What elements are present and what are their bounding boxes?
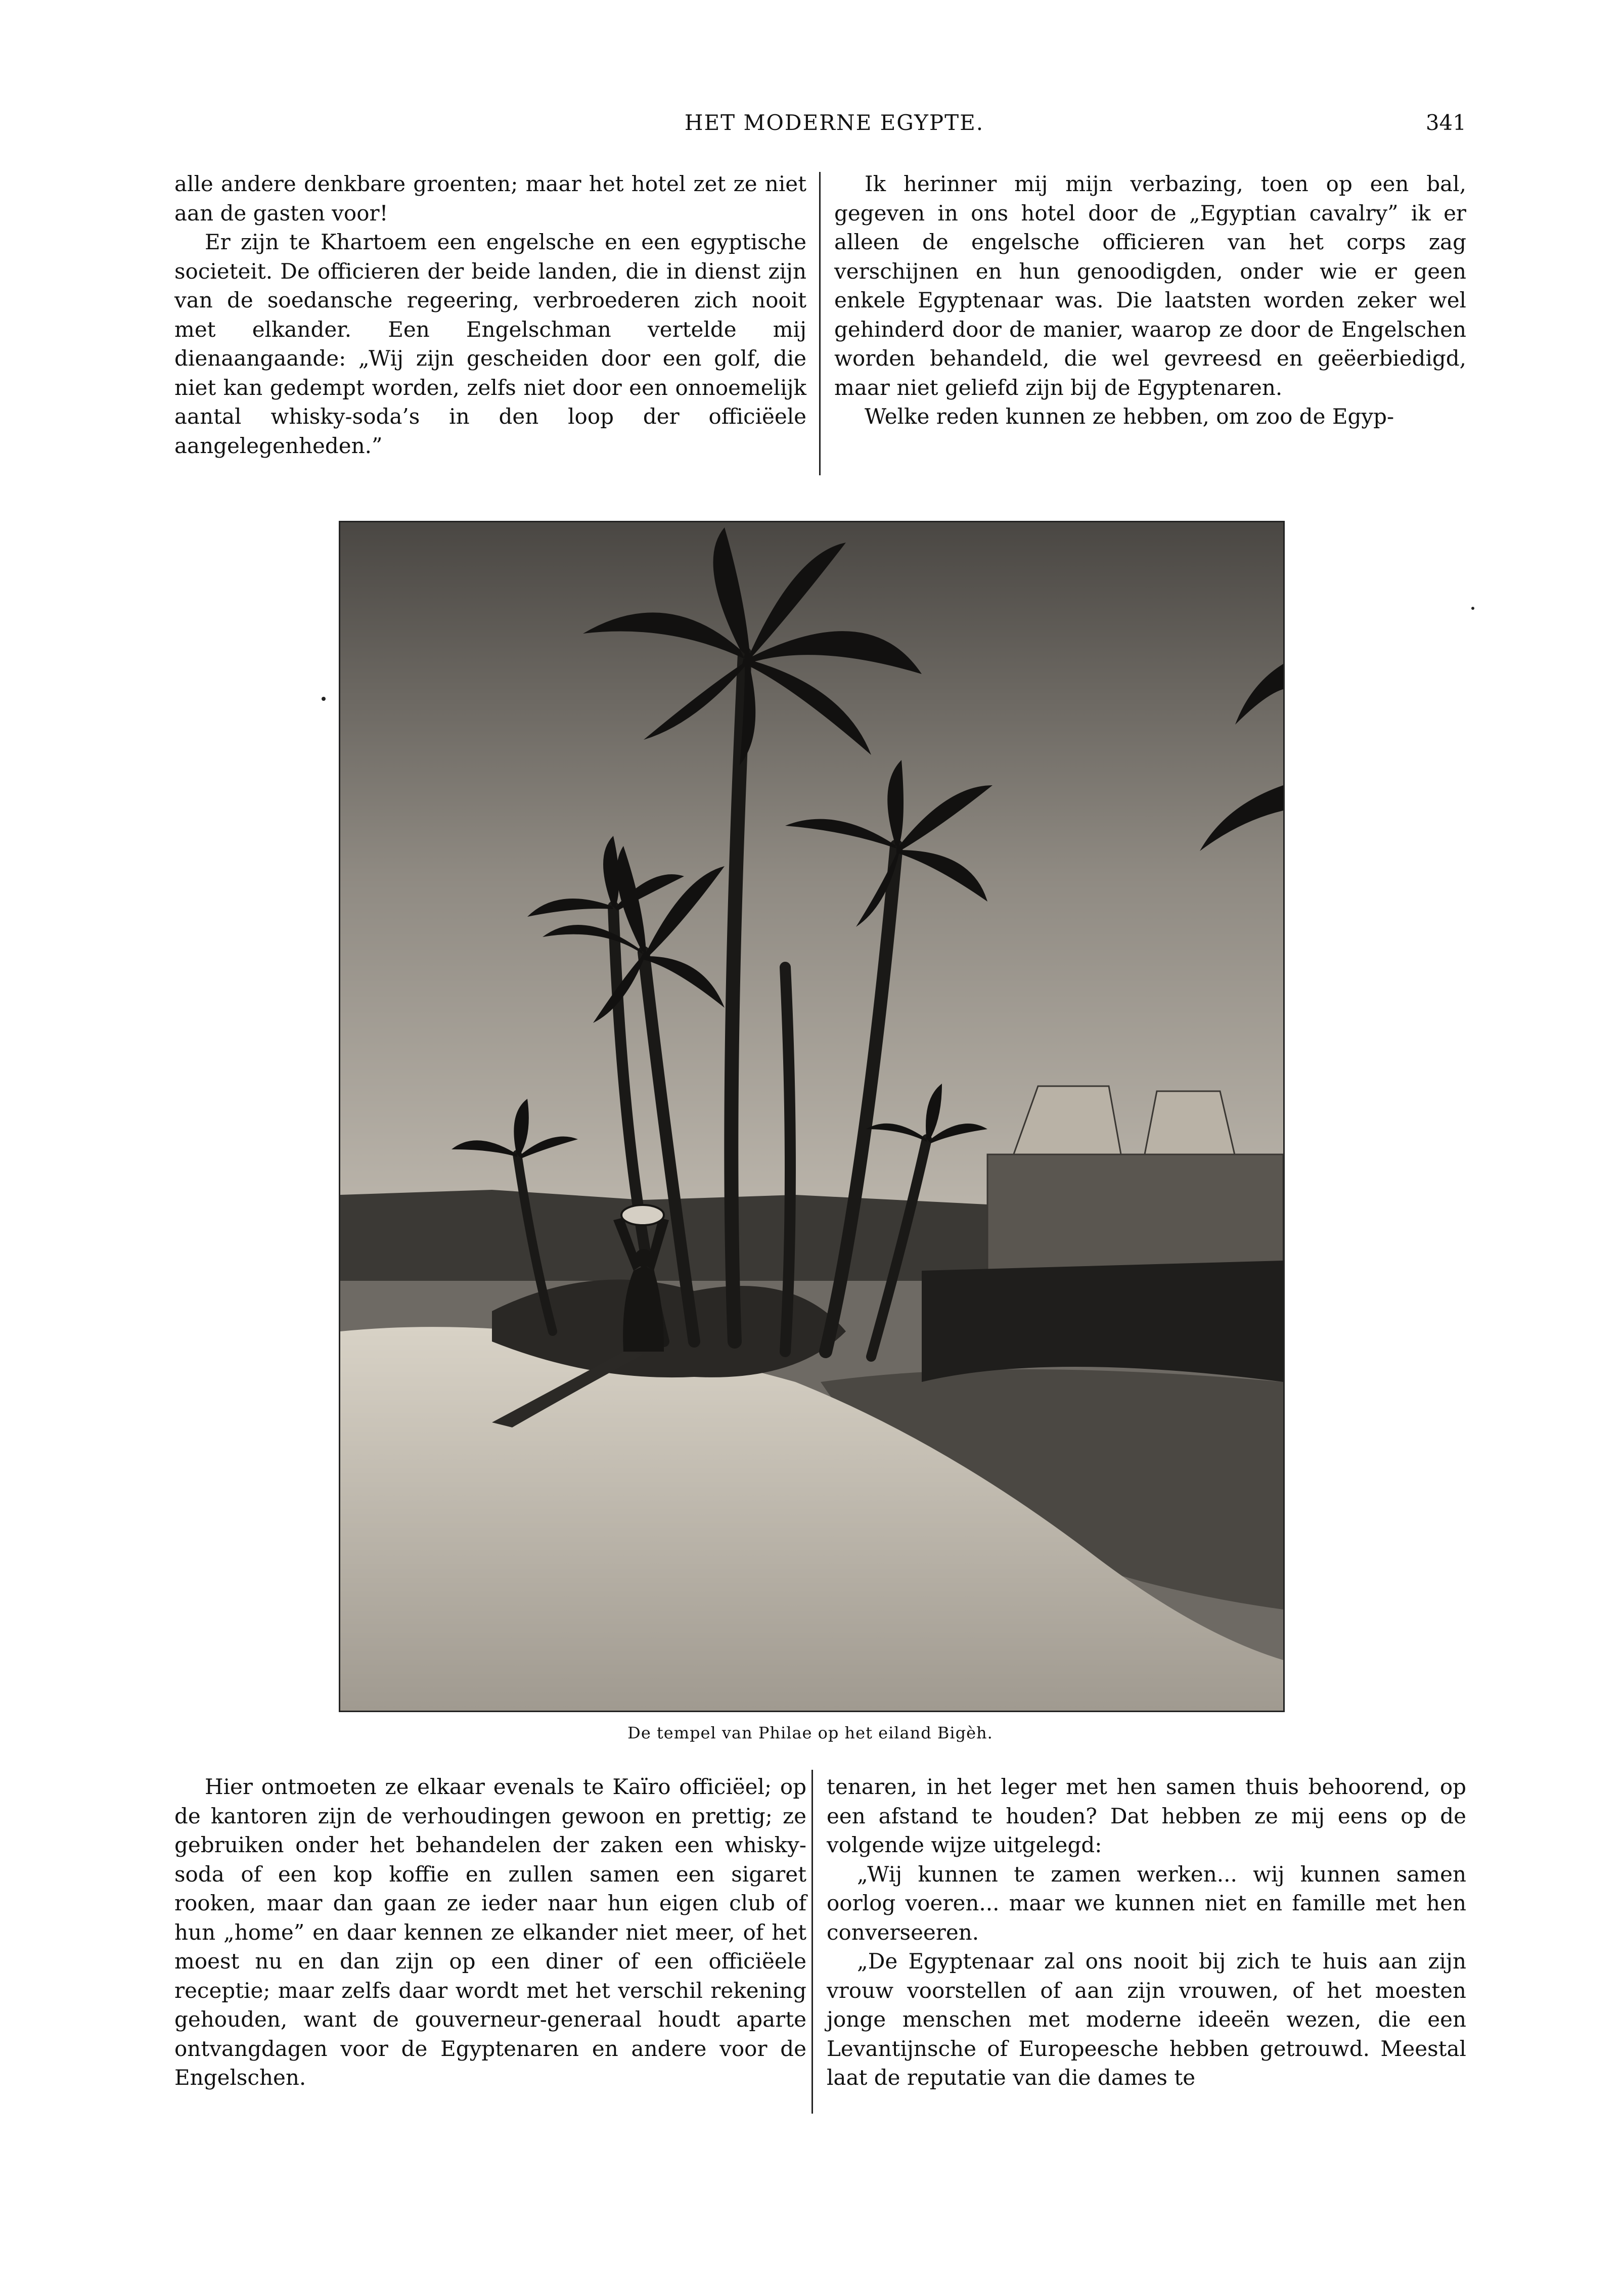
top-right-column bbox=[834, 169, 1466, 431]
bottom-right-column bbox=[827, 1772, 1466, 2092]
sky bbox=[340, 522, 1283, 1230]
paragraph: tenaren, in het leger met hen samen thuis behoorend, op een afstand te houden? Dat hebben ze mij eens op de volgende wijze uitgelegd: bbox=[827, 1774, 1466, 1857]
column-rule bbox=[811, 1770, 813, 2114]
paragraph: Hier ontmoeten ze elkaar evenals te Kaïro officiëel; op de kantoren zijn de verhoudingen gewoon en prettig; ze gebruiken onder het behandelen der zaken een whisky-soda of een kop koffie en zullen samen een sigaret rooken, maar dan gaan ze ieder naar hun eigen club of hun „home” en daar kennen ze elkander niet meer, of het moest nu en dan zijn op een diner of een officiëele receptie; maar zelfs daar wordt met het verschil rekening gehouden, want de gouverneur-generaal houdt aparte ontvangdagen voor de Egyptenaren en andere voor de Engelschen. bbox=[174, 1774, 806, 2090]
paragraph: Welke reden kunnen ze hebben, om zoo de Egyp- bbox=[865, 404, 1394, 429]
paragraph: „Wij kunnen te zamen werken... wij kunnen samen oorlog voeren... maar we kunnen niet en famille met hen converseeren. bbox=[827, 1861, 1466, 1945]
page-number: 341 bbox=[1425, 110, 1466, 135]
top-left-column bbox=[174, 169, 806, 460]
paragraph: Er zijn te Khartoem een engelsche en een egyptische societeit. De officieren der beide landen, die in dienst zijn van de soedansche regeering, verbroederen zich nooit met elkander. Een Engelschman vertelde mij dienaangaande: „Wij zijn gescheiden door een golf, die niet kan gedempt worden, zelfs niet door een onnoemelijk aantal whisky-soda’s in den loop der officiëele aangelegenheden.” bbox=[174, 230, 806, 458]
figure-caption: De tempel van Philae op het eiland Bigèh. bbox=[627, 1723, 993, 1742]
print-speck bbox=[322, 697, 326, 701]
column-rule bbox=[819, 172, 821, 475]
running-title: HET MODERNE EGYPTE. bbox=[684, 110, 984, 135]
dark-bank bbox=[922, 1261, 1283, 1382]
paragraph: alle andere denkbare groenten; maar het hotel zet ze niet aan de gasten voor! bbox=[174, 171, 806, 226]
figure-photograph bbox=[339, 521, 1285, 1712]
bottom-left-column bbox=[174, 1772, 806, 2092]
paragraph: „De Egyptenaar zal ons nooit bij zich te huis aan zijn vrouw voorstellen of aan zijn vrouwen, of het moesten jonge menschen met moderne ideeën wezen, die een Levantijnsche of Europeesche hebben getrouwd. Meestal laat de reputatie van die dames te bbox=[827, 1949, 1466, 2090]
paragraph: Ik herinner mij mijn verbazing, toen op een bal, gegeven in ons hotel door de „Egyptian cavalry” ik er alleen de engelsche officieren van het corps zag verschijnen en hun genoodigden, onder wie er geen enkele Egyptenaar was. Die laatsten worden zeker wel gehinderd door de manier, waarop ze door de Engelschen worden behandeld, die wel gevreesd en geëerbiedigd, maar niet geliefd zijn bij de Egyptenaren. bbox=[834, 171, 1466, 400]
print-speck bbox=[1471, 607, 1474, 610]
